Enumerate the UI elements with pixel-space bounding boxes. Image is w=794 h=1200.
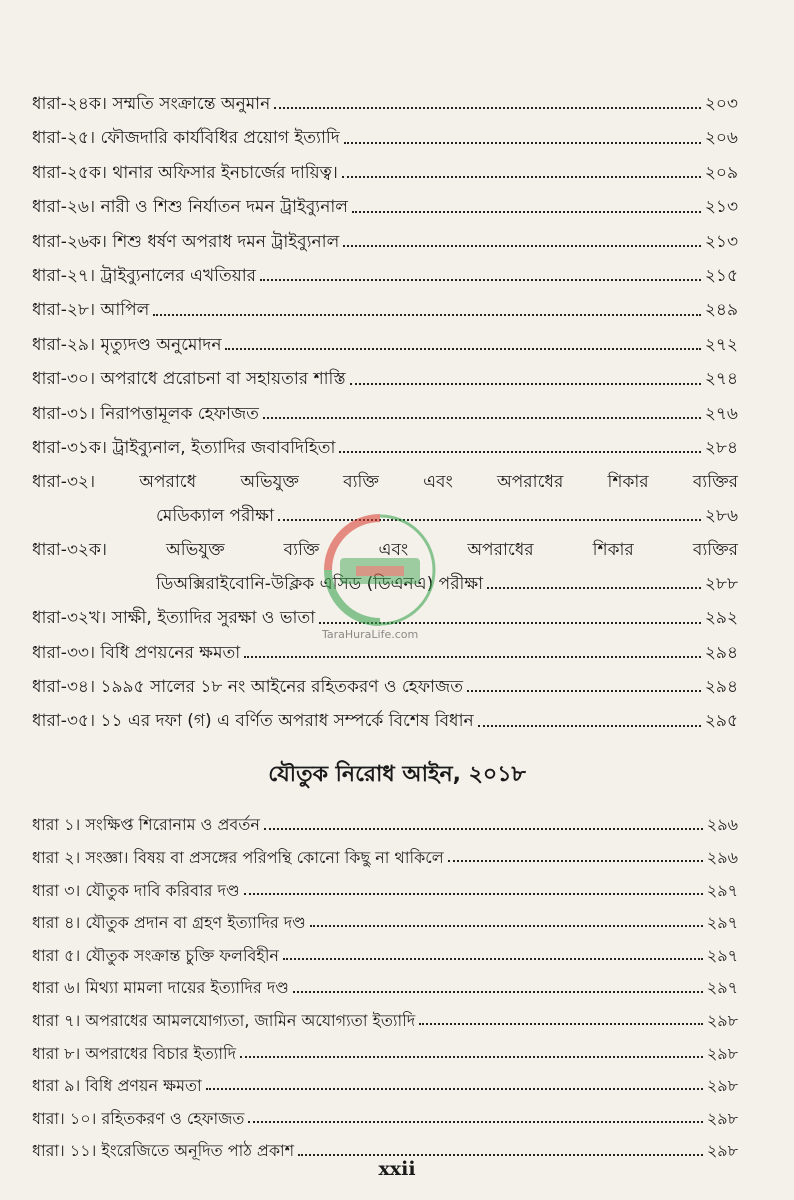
toc-section-dowry xyxy=(32,802,738,1161)
leader-dots xyxy=(298,1154,703,1156)
leader-dots xyxy=(310,925,703,927)
toc-entry-page: ২৯৭ xyxy=(706,978,738,998)
toc-entry-page: ২৯৮ xyxy=(706,1010,738,1030)
leader-dots xyxy=(293,991,703,993)
toc-entry-title: ধারা-২৪ক। সম্মতি সংক্রান্তে অনুমান xyxy=(32,94,271,114)
leader-dots xyxy=(448,860,703,862)
toc-entry-page: ২১৫ xyxy=(704,265,738,286)
leader-dots xyxy=(478,725,701,727)
toc-entry xyxy=(32,932,738,965)
toc-entry-page: ২৯৭ xyxy=(706,913,738,933)
toc-entry-title: ধারা-৩৩। বিধি প্রণয়নের ক্ষমতা xyxy=(32,642,241,663)
leader-dots xyxy=(248,1121,702,1123)
toc-entry-page: ২৭৪ xyxy=(704,369,738,390)
toc-entry-title: ধারা ২। সংজ্ঞা। বিষয় বা প্রসঙ্গের পরিপন্থি কোনো কিছু না থাকিলে xyxy=(32,848,444,867)
toc-entry-page: ২০৩ xyxy=(704,94,738,114)
toc-entry-title: ধারা ৩। যৌতুক দাবি করিবার দণ্ড xyxy=(32,880,240,900)
toc-entry-word: এবং xyxy=(423,471,453,492)
leader-dots xyxy=(339,451,700,453)
toc-entry xyxy=(32,218,738,252)
leader-dots xyxy=(244,656,701,658)
toc-entry-word: ব্যক্তির xyxy=(692,539,738,560)
toc-entry-title: ধারা-২৭। ট্রাইব্যুনালের এখতিয়ার xyxy=(32,265,257,286)
toc-entry-page: ২৯৮ xyxy=(706,1043,738,1063)
toc-entry xyxy=(32,1095,738,1128)
toc-entry-word: শিকার xyxy=(592,539,634,560)
toc-entry-page: ২৪৯ xyxy=(704,300,738,321)
toc-entry-word: অপরাধের xyxy=(497,471,564,492)
toc-entry-title: ধারা-২৮। আপিল xyxy=(32,300,150,321)
toc-entry xyxy=(32,900,738,933)
toc-entry xyxy=(32,80,738,114)
toc-entry xyxy=(32,1063,738,1096)
watermark-logo xyxy=(300,510,460,650)
toc-entry-page: ২১৩ xyxy=(704,231,738,252)
watermark-text: TaraHuraLife.com xyxy=(322,628,419,641)
toc-entry-page: ২৮৬ xyxy=(704,505,738,526)
toc-entry xyxy=(32,1030,738,1063)
leader-dots xyxy=(350,383,701,385)
leader-dots xyxy=(343,245,701,247)
toc-entry xyxy=(32,149,738,183)
toc-entry xyxy=(32,965,738,998)
leader-dots xyxy=(467,690,701,692)
toc-entry-title: ধারা ৮। অপরাধের বিচার ইত্যাদি xyxy=(32,1043,237,1063)
leader-dots xyxy=(244,893,703,895)
toc-entry-title: ধারা-৩১ক। ট্রাইব্যুনাল, ইত্যাদির জবাবদিহিতা xyxy=(32,437,336,458)
toc-entry-title: ধারা ১। সংক্ষিপ্ত শিরোনাম ও প্রবর্তন xyxy=(32,815,260,835)
leader-dots xyxy=(264,828,703,830)
leader-dots xyxy=(206,1088,703,1090)
leader-dots xyxy=(274,107,701,109)
toc-entry-page: ২৯২ xyxy=(704,608,738,629)
toc-entry-page: ২১৩ xyxy=(704,197,738,218)
toc-entry xyxy=(32,802,738,835)
toc-entry-page: ২৯৮ xyxy=(706,1108,738,1128)
toc-entry-word: এবং xyxy=(378,539,409,560)
toc-entry-page: ২০৬ xyxy=(704,128,738,149)
toc-entry xyxy=(32,835,738,868)
toc-entry-title: ধারা-২৫ক। থানার অফিসার ইনচার্জের দায়িত্ব। xyxy=(32,162,338,183)
toc-entry-word: অভিযুক্ত xyxy=(166,539,225,560)
leader-dots xyxy=(352,211,701,213)
leader-dots xyxy=(240,1056,703,1058)
leader-dots xyxy=(344,142,701,144)
toc-entry-word: ধারা-৩২। xyxy=(32,471,96,492)
toc-entry-word: অভিযুক্ত xyxy=(240,471,299,492)
toc-entry-title: ধারা-৩১। নিরাপত্তামূলক হেফাজত xyxy=(32,403,259,424)
toc-entry-page: ২৯৬ xyxy=(706,815,738,835)
watermark-icon xyxy=(300,510,460,630)
toc-entry-word: ব্যক্তির xyxy=(692,471,738,492)
toc-entry-title: ধারা-৩৫। ১১ এর দফা (গ) এ বর্ণিত অপরাধ সম্পর্কে বিশেষ বিধান xyxy=(32,711,474,732)
toc-entry-page: ২৮৮ xyxy=(704,573,738,594)
toc-entry xyxy=(32,114,738,148)
toc-entry-page: ২৯৮ xyxy=(706,1141,738,1161)
toc-entry-page: ২৯৭ xyxy=(706,880,738,900)
toc-entry-title: মেডিক্যাল পরীক্ষা xyxy=(156,505,274,526)
toc-entry-title: ধারা-৩৪। ১৯৯৫ সালের ১৮ নং আইনের রহিতকরণ ও হেফাজত xyxy=(32,677,464,698)
toc-entry-title: ধারা-২৫। ফৌজদারি কার্যবিধির প্রয়োগ ইত্যাদি xyxy=(32,128,340,149)
toc-entry xyxy=(32,286,738,320)
toc-entry-title: ধারা। ১১। ইংরেজিতে অনূদিত পাঠ প্রকাশ xyxy=(32,1141,295,1161)
toc-entry-page: ২৯৫ xyxy=(704,711,738,732)
toc-entry xyxy=(32,390,738,424)
toc-entry-page: ২০৯ xyxy=(704,162,738,183)
leader-dots xyxy=(487,587,701,589)
toc-entry xyxy=(32,424,738,458)
leader-dots xyxy=(153,314,701,316)
leader-dots xyxy=(419,1023,703,1025)
toc-entry-title: ধারা ৪। যৌতুক প্রদান বা গ্রহণ ইত্যাদির দণ্ড xyxy=(32,913,306,933)
toc-entry xyxy=(32,998,738,1031)
toc-entry-title: ধারা ৫। যৌতুক সংক্রান্ত চুক্তি ফলবিহীন xyxy=(32,945,279,965)
leader-dots xyxy=(260,279,701,281)
toc-entry xyxy=(32,697,738,731)
toc-entry xyxy=(32,663,738,697)
toc-entry-word: শিকার xyxy=(607,471,649,492)
toc-entry-page: ২৯৮ xyxy=(706,1076,738,1096)
toc-entry-title: ধারা ৯। বিধি প্রণয়ন ক্ষমতা xyxy=(32,1076,202,1096)
toc-entry-word: অপরাধে xyxy=(139,471,197,492)
toc-entry xyxy=(32,183,738,217)
toc-entry-title: ধারা। ১০। রহিতকরণ ও হেফাজত xyxy=(32,1108,245,1128)
toc-entry-title: ডিঅক্সিরাইবোনি-উক্লিক এসিড (ডিএনএ) পরীক্ষা xyxy=(156,573,484,594)
toc-entry-page: ২৭৬ xyxy=(704,403,738,424)
section-heading: যৌতুক নিরোধ আইন, ২০১৮ xyxy=(268,762,526,787)
toc-entry-title: ধারা-২৯। মৃত্যুদণ্ড অনুমোদন xyxy=(32,334,222,355)
toc-entry-title: ধারা-২৬ক। শিশু ধর্ষণ অপরাধ দমন ট্রাইব্যুনাল xyxy=(32,231,340,252)
toc-entry-title: ধারা-২৬। নারী ও শিশু নির্যাতন দমন ট্রাইব্যুনাল xyxy=(32,197,348,218)
toc-entry-page: ২৯৪ xyxy=(704,677,738,698)
leader-dots xyxy=(225,348,700,350)
toc-entry-title: ধারা ৬। মিথ্যা মামলা দায়ের ইত্যাদির দণ্ড xyxy=(32,978,289,998)
leader-dots xyxy=(342,176,701,178)
toc-entry xyxy=(32,252,738,286)
toc-entry-page: ২৯৭ xyxy=(706,945,738,965)
toc-entry-word: ব্যক্তি xyxy=(343,471,379,492)
toc-entry xyxy=(32,355,738,389)
leader-dots xyxy=(283,958,703,960)
toc-entry xyxy=(32,1128,738,1161)
toc-entry-word: অপরাধের xyxy=(467,539,534,560)
toc-entry-page: ২৯৪ xyxy=(704,642,738,663)
toc-entry-page: ২৭২ xyxy=(704,334,738,355)
toc-entry-word: ব্যক্তি xyxy=(283,539,320,560)
page-number: xxii xyxy=(378,1158,416,1180)
toc-entry xyxy=(32,867,738,900)
toc-entry xyxy=(32,321,738,355)
toc-entry-word: ধারা-৩২ক। xyxy=(32,539,107,560)
toc-entry-title: ধারা-৩০। অপরাধে প্ররোচনা বা সহায়তার শাস্তি xyxy=(32,369,346,390)
toc-entry-page: ২৯৬ xyxy=(706,848,738,867)
toc-entry-page: ২৮৪ xyxy=(704,437,738,458)
leader-dots xyxy=(263,417,701,419)
toc-entry-title: ধারা-৩২খ। সাক্ষী, ইত্যাদির সুরক্ষা ও ভাতা xyxy=(32,608,316,629)
toc-entry-title: ধারা ৭। অপরাধের আমলযোগ্যতা, জামিন অযোগ্যতা ইত্যাদি xyxy=(32,1010,416,1030)
